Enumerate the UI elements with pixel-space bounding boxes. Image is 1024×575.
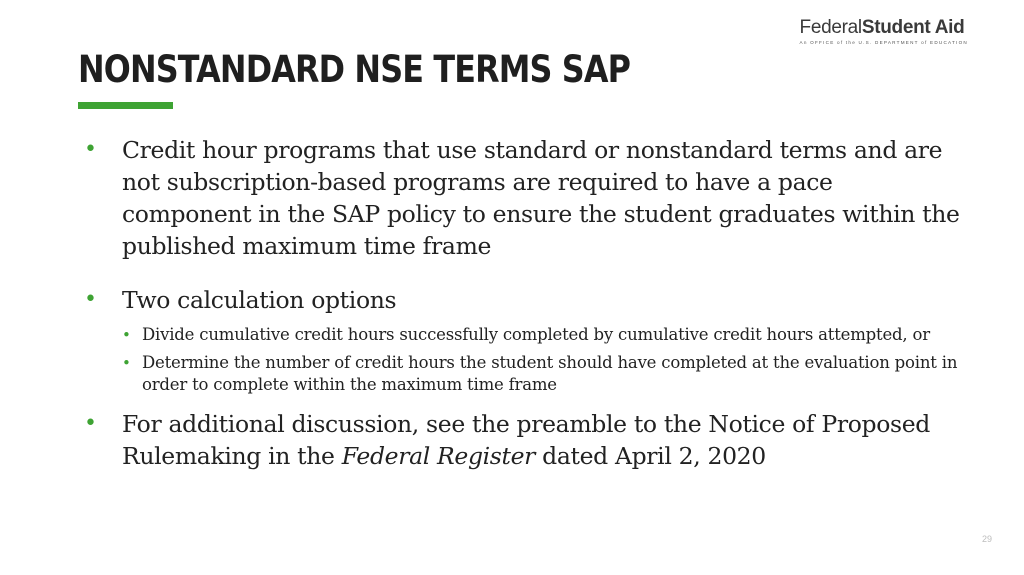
sub-bullet-dot-icon: • [122,326,131,344]
federal-student-aid-logo [800,18,968,45]
bullet-text: Credit hour programs that use standard or nonstandard terms and are not subscription-based programs are required to have a pace component in the SAP policy to ensure the student graduates within the published maximum time frame [122,136,960,260]
sub-bullet-item-divide [122,324,960,346]
bullet-text-after: dated April 2, 2020 [535,442,766,470]
title-underline [78,102,173,109]
sub-bullet-text: Divide cumulative credit hours successfully completed by cumulative credit hours attempted, or [142,325,930,344]
bullet-item-additional-discussion [80,408,960,472]
logo-wordmark [800,18,968,37]
page-number: 29 [981,534,992,544]
logo-subtitle: An OFFICE of the U.S. DEPARTMENT of EDUCATION [799,40,968,45]
logo-text-student-aid: Student Aid [861,17,965,38]
bullet-dot-icon: • [84,411,97,436]
bullet-dot-icon: • [84,137,97,162]
federal-register-italic: Federal Register [341,442,536,470]
logo-text-federal: Federal [799,17,862,38]
sub-bullet-item-determine [122,352,960,396]
sub-bullet-dot-icon: • [122,354,131,372]
bullet-item-pace-component [80,134,960,262]
sub-bullet-list [122,324,960,396]
bullet-dot-icon: • [84,287,97,312]
slide-content [80,134,960,472]
bullet-item-calculation-options [80,284,960,396]
bullet-text: Two calculation options [122,286,397,314]
slide-title: NONSTANDARD NSE TERMS SAP [78,48,631,91]
bullet-text-before: For additional discussion, see the preamble to the Notice of Proposed Rulemaking in the [122,410,931,470]
sub-bullet-text: Determine the number of credit hours the student should have completed at the evaluation point in order to complete within the maximum time frame [142,353,958,394]
bullet-list [80,134,960,472]
